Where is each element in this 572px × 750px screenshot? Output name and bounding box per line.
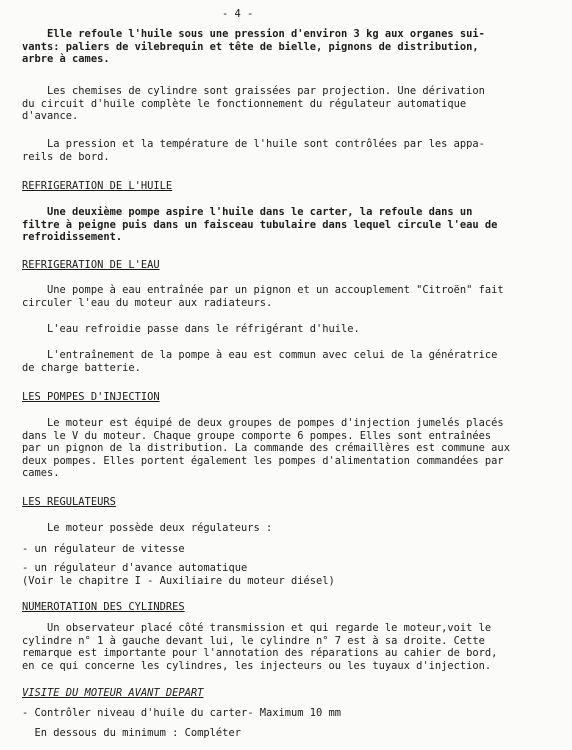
text-line: Une pompe à eau entraînée par un pignon et un accouplement "Citroën" fait	[22, 284, 504, 296]
text-line: de charge batterie.	[22, 361, 141, 374]
list-item-speed-regulator	[22, 543, 550, 556]
text-line: en ce qui concerne les cylindres, les injecteurs ou les tuyaux d'injection.	[22, 659, 492, 672]
paragraph-regulators-intro	[22, 522, 550, 535]
text-line: du circuit d'huile complète le fonctionnement du régulateur automatique	[22, 97, 467, 110]
text-line: filtre à peigne puis dans un faisceau tubulaire dans lequel circule l'eau de	[22, 218, 498, 231]
section-heading-regulators: LES REGULATEURS	[22, 496, 116, 508]
text-line: L'eau refroidie passe dans le réfrigérant d'huile.	[22, 323, 360, 335]
heading-row	[22, 496, 550, 509]
section-heading-injection-pumps: LES POMPES D'INJECTION	[22, 391, 160, 403]
text-line: par un pignon de la distribution. La commande des crémaillères est commune aux	[22, 442, 510, 455]
section-heading-oil-cooling: REFRIGERATION DE L'HUILE	[22, 180, 173, 192]
section-heading-water-cooling: REFRIGERATION DE L'EAU	[22, 259, 160, 271]
text-line: deux pompes. Elles portent également les pompes d'alimentation commandées par	[22, 454, 504, 467]
text-line: (Voir le chapitre I - Auxiliaire du moteur diésel)	[22, 574, 335, 587]
text-line: Une deuxième pompe aspire l'huile dans le carter, la refoule dans un	[22, 206, 473, 218]
paragraph-cooled-water	[22, 323, 550, 336]
text-line: cylindre n° 1 à gauche devant lui, le cylindre n° 7 est à sa droite. Cette	[22, 634, 485, 647]
heading-row	[22, 259, 550, 272]
list-item-oil-level	[22, 707, 550, 720]
paragraph-second-pump	[22, 206, 550, 244]
text-line: Un observateur placé côté transmission et qui regarde le moteur,voit le	[22, 622, 492, 634]
text-line: Elle refoule l'huile sous une pression d'environ 3 kg aux organes sui-	[22, 28, 485, 40]
page-number: - 4 -	[222, 8, 254, 20]
heading-row	[22, 391, 550, 404]
text-line: d'avance.	[22, 110, 79, 123]
text-line: En dessous du minimum : Compléter	[22, 727, 241, 739]
text-line: arbre à cames.	[22, 53, 110, 66]
paragraph-injection-pumps	[22, 417, 550, 480]
paragraph-oil-pressure	[22, 28, 550, 66]
text-line: circuler l'eau du moteur aux radiateurs.	[22, 296, 273, 309]
paragraph-water-pump	[22, 284, 550, 309]
text-line: - un régulateur d'avance automatique	[22, 562, 248, 574]
paragraph-oil-monitoring	[22, 138, 550, 163]
heading-row	[22, 180, 550, 193]
paragraph-below-minimum	[22, 727, 550, 740]
text-line: remarque est importante pour l'annotation des réparations au cahier de bord,	[22, 647, 498, 660]
text-line: - un régulateur de vitesse	[22, 543, 185, 555]
text-line: L'entraînement de la pompe à eau est commun avec celui de la génératrice	[22, 349, 498, 361]
paragraph-cylinder-liners	[22, 85, 550, 123]
text-line: vants: paliers de vilebrequin et tête de bielle, pignons de distribution,	[22, 40, 479, 53]
text-line: - Contrôler niveau d'huile du carter- Maximum 10 mm	[22, 707, 342, 719]
heading-row	[22, 601, 550, 614]
section-heading-cylinder-numbering: NUMEROTATION DES CYLINDRES	[22, 601, 185, 613]
list-item-advance-regulator	[22, 562, 550, 587]
paragraph-cylinder-numbering	[22, 622, 550, 672]
text-line: dans le V du moteur. Chaque groupe comporte 6 pompes. Elles sont entraînées	[22, 429, 492, 442]
text-line: La pression et la température de l'huile sont contrôlées par les appa-	[22, 138, 485, 150]
text-line: Le moteur possède deux régulateurs :	[22, 522, 273, 534]
text-line: cames.	[22, 467, 60, 480]
text-line: reils de bord.	[22, 150, 110, 163]
text-line: Le moteur est équipé de deux groupes de pompes d'injection jumelés placés	[22, 417, 504, 429]
text-line: refroidissement.	[22, 231, 123, 244]
text-line: Les chemises de cylindre sont graissées par projection. Une dérivation	[22, 85, 485, 97]
paragraph-pump-drive	[22, 349, 550, 374]
heading-row	[22, 687, 550, 700]
section-heading-pre-departure-check: VISITE DU MOTEUR AVANT DEPART	[22, 687, 204, 699]
